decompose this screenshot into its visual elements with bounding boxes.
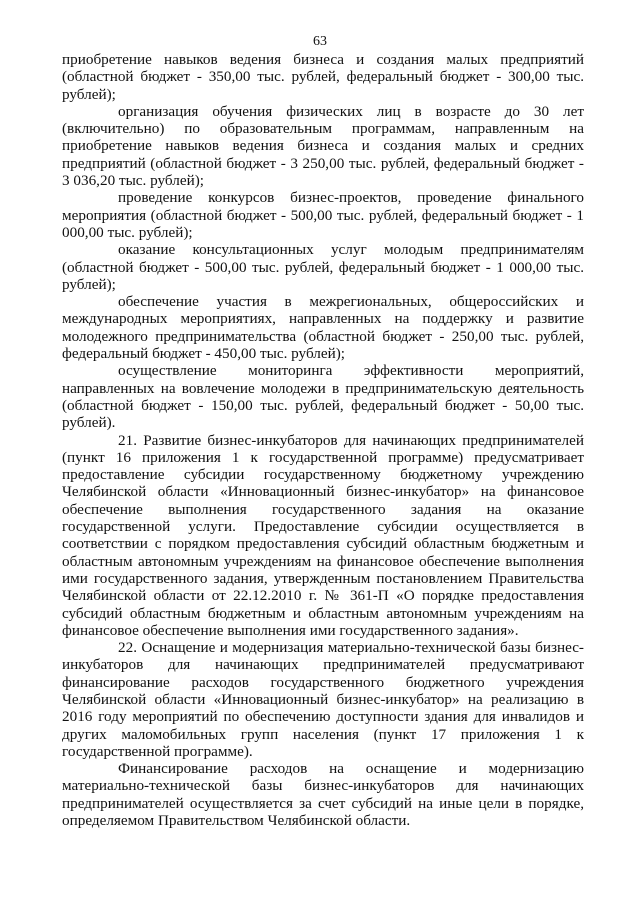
document-body: [62, 51, 584, 829]
paragraph-9: Финансирование расходов на оснащение и модернизацию материально-технической базы бизнес-инкубаторов для начинающих предпринимателей осуществляется за счет субсидий на иные цели в порядке, определяемом Правительством Челябинской области.: [62, 760, 584, 830]
paragraph-7-item-21: 21. Развитие бизнес-инкубаторов для начинающих предпринимателей (пункт 16 приложения 1 к государственной программе) предусматривает предоставление субсидии государственному бюджетному учреждению Челябинской области «Инновационный бизнес-инкубатор» на финансовое обеспечение выполнения государственного задания на оказание государственной услуги. Предоставление субсидии осуществляется в соответствии с порядком предоставления субсидий областным бюджетным и областным автономным учреждениям на финансовое обеспечение выполнения ими государственного задания, утвержденным постановлением Правительства Челябинской области от 22.12.2010 г. № 361-П «О порядке предоставления субсидий областным бюджетным и областным автономным учреждениям на финансовое обеспечение выполнения ими государственного задания».: [62, 431, 584, 639]
paragraph-8-item-22: 22. Оснащение и модернизация материально-технической базы бизнес-инкубаторов для начинающих предпринимателей предусматривают финансирование расходов государственного бюджетного учреждения Челябинской области «Инновационный бизнес-инкубатор» на реализацию в 2016 году мероприятий по обеспечению доступности здания для инвалидов и других маломобильных групп населения (пункт 17 приложения 1 к государственной программе).: [62, 639, 584, 760]
paragraph-3: проведение конкурсов бизнес-проектов, проведение финального мероприятия (областной бюджет - 500,00 тыс. рублей, федеральный бюджет - 1 000,00 тыс. рублей);: [62, 189, 584, 241]
paragraph-5: обеспечение участия в межрегиональных, общероссийских и международных мероприятиях, направленных на поддержку и развитие молодежного предпринимательства (областной бюджет - 250,00 тыс. рублей, федеральный бюджет - 450,00 тыс. рублей);: [62, 293, 584, 363]
page-number: 63: [313, 34, 327, 49]
paragraph-2: организация обучения физических лиц в возрасте до 30 лет (включительно) по образовательным программам, направленным на приобретение навыков ведения бизнеса и создания малых и средних предприятий (областной бюджет - 3 250,00 тыс. рублей, федеральный бюджет - 3 036,20 тыс. рублей);: [62, 102, 584, 190]
paragraph-4: оказание консультационных услуг молодым предпринимателям (областной бюджет - 500,00 тыс. рублей, федеральный бюджет - 1 000,00 тыс. рублей);: [62, 241, 584, 293]
paragraph-1: приобретение навыков ведения бизнеса и создания малых предприятий (областной бюджет - 350,00 тыс. рублей, федеральный бюджет - 300,00 тыс. рублей);: [62, 51, 584, 103]
paragraph-6: осуществление мониторинга эффективности мероприятий, направленных на вовлечение молодежи в предпринимательскую деятельность (областной бюджет - 150,00 тыс. рублей, федеральный бюджет - 50,00 тыс. рублей).: [62, 362, 584, 432]
